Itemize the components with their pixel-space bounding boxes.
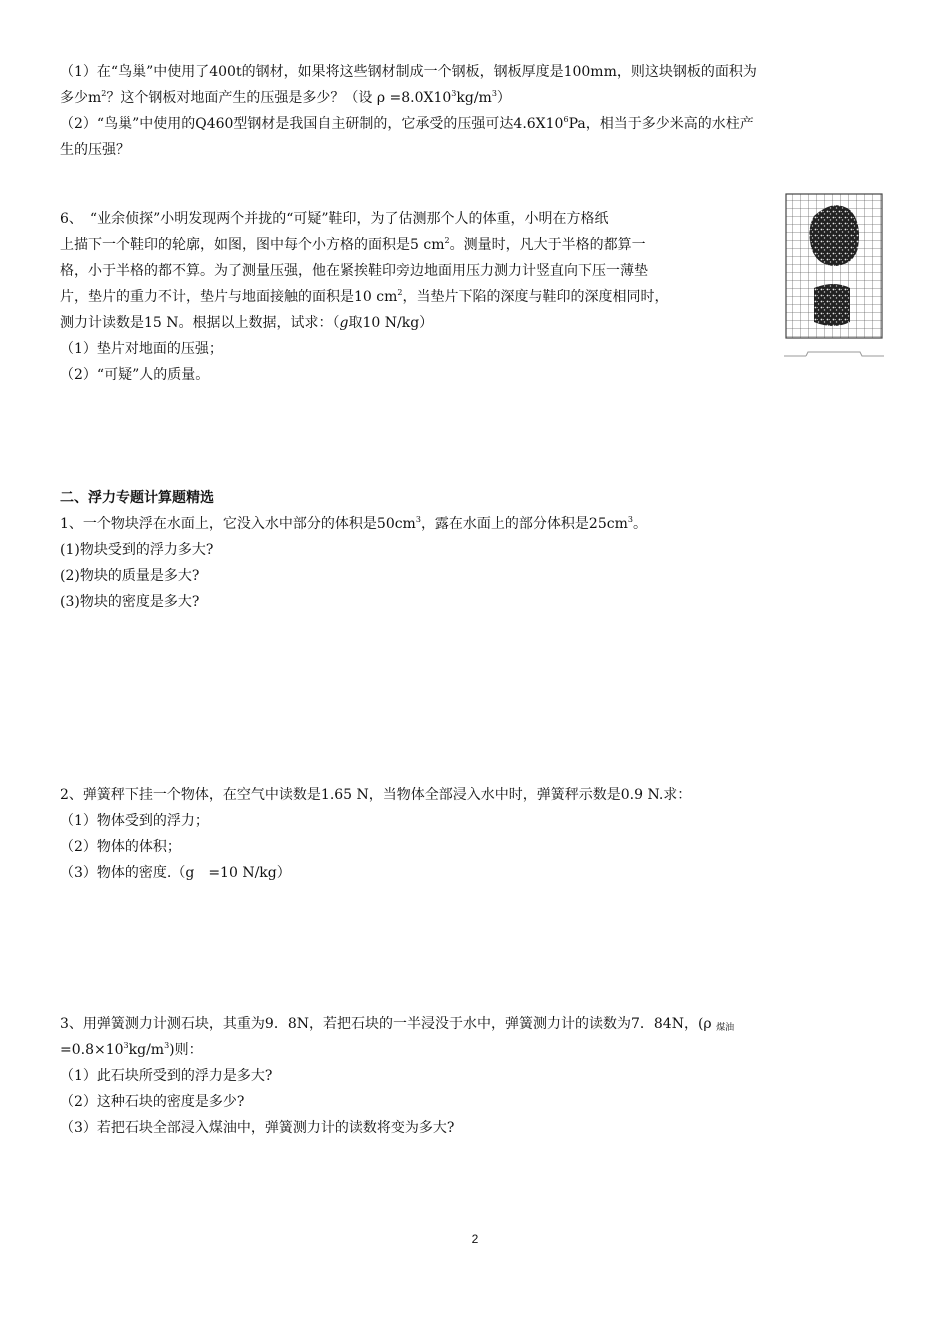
text: 6、 “业余侦探”小明发现两个并拢的“可疑”鞋印，为了估测那个人的体重，小明在方格纸 <box>60 211 609 227</box>
footprint-grid-svg <box>784 192 888 362</box>
q6-sub1 <box>60 339 223 359</box>
q6-line5 <box>60 313 433 333</box>
text: （1）物体受到的浮力； <box>60 813 209 829</box>
b1-sub3 <box>60 592 199 612</box>
q6-sub2 <box>60 365 209 385</box>
q6-line2 <box>60 235 646 255</box>
figure-line <box>806 352 884 356</box>
text: 测力计读数是15 N。根据以上数据，试求：（ <box>60 315 340 331</box>
b2-line1 <box>60 785 691 805</box>
superscript: 3 <box>123 1041 129 1050</box>
text: Pa，相当于多少米高的水柱产 <box>568 116 754 132</box>
superscript: 2 <box>444 236 450 245</box>
text: kg/m <box>456 90 492 106</box>
text: 2、弹簧秤下挂一个物体，在空气中读数是1.65 N，当物体全部浸入水中时，弹簧秤示数是0.9 N.求： <box>60 787 692 803</box>
bird-nest-q1-line2 <box>60 88 511 108</box>
superscript: 2 <box>101 89 107 98</box>
text: ？这个钢板对地面产生的压强是多少？（设 ρ =8.0X10 <box>106 90 452 106</box>
section-heading <box>60 488 214 508</box>
b3-line2 <box>60 1040 203 1060</box>
text: kg/m <box>128 1042 165 1058</box>
text: 格，小于半格的都不算。为了测量压强，他在紧挨鞋印旁边地面用压力测力计竖直向下压一薄垫 <box>60 263 648 279</box>
text: 二、浮力专题计算题精选 <box>60 490 214 506</box>
bird-nest-q2-line2 <box>60 140 130 160</box>
superscript: 6 <box>563 115 569 124</box>
text: ，当垫片下陷的深度与鞋印的深度相同时， <box>402 289 669 305</box>
shoe-print-heel <box>814 284 850 326</box>
b1-sub1 <box>60 540 213 560</box>
superscript: 3 <box>627 515 633 524</box>
text: 取10 N/kg） <box>348 315 434 331</box>
text: (3)物块的密度是多大? <box>60 594 200 610</box>
superscript: 3 <box>451 89 457 98</box>
q6-line1 <box>60 209 609 229</box>
b3-sub2 <box>60 1092 244 1112</box>
text: )则： <box>169 1042 203 1058</box>
page-number: 2 <box>471 1232 479 1246</box>
text: （2）物体的体积； <box>60 839 181 855</box>
text: 3、用弹簧测力计测石块，其重为9．8N，若把石块的一半浸没于水中，弹簧测力计的读数为7．84N，(ρ <box>60 1016 717 1032</box>
b3-line1 <box>60 1014 734 1038</box>
footprint-grid-figure <box>784 192 888 362</box>
bird-nest-q2-line1 <box>60 114 754 134</box>
b2-sub1 <box>60 811 209 831</box>
b1-sub2 <box>60 566 199 586</box>
text: 多少m <box>60 90 102 106</box>
subscript: 煤油 <box>716 1023 735 1033</box>
q6-line3 <box>60 261 648 281</box>
text: 。测量时，凡大于半格的都算一 <box>449 237 646 253</box>
text: （3）若把石块全部浸入煤油中，弹簧测力计的读数将变为多大? <box>60 1120 455 1136</box>
text: ，露在水面上的部分体积是25cm <box>420 516 628 532</box>
text: 1、一个物块浮在水面上，它没入水中部分的体积是50cm <box>60 516 416 532</box>
bird-nest-q1-line1 <box>60 62 757 82</box>
text: （1）在“鸟巢”中使用了400t的钢材，如果将这些钢材制成一个钢板，钢板厚度是100mm，则这块钢板的面积为 <box>60 64 757 80</box>
b3-sub3 <box>60 1118 454 1138</box>
superscript: 3 <box>164 1041 170 1050</box>
text: =0.8×10 <box>60 1042 124 1058</box>
text: （2）“可疑”人的质量。 <box>60 367 210 383</box>
text: 片，垫片的重力不计，垫片与地面接触的面积是10 cm <box>60 289 398 305</box>
superscript: 2 <box>397 288 403 297</box>
q6-line4 <box>60 287 668 307</box>
text: （2）这种石块的密度是多少? <box>60 1094 245 1110</box>
italic-variable: g <box>339 315 349 331</box>
text: （1）此石块所受到的浮力是多大? <box>60 1068 273 1084</box>
text: 。 <box>632 516 647 532</box>
b1-line1 <box>60 514 647 534</box>
text: (2)物块的质量是多大? <box>60 568 200 584</box>
b2-sub3 <box>60 863 291 883</box>
text: (1)物块受到的浮力多大? <box>60 542 214 558</box>
text: 生的压强？ <box>60 142 130 158</box>
b2-sub2 <box>60 837 181 857</box>
text: ） <box>496 90 511 106</box>
b3-sub1 <box>60 1066 272 1086</box>
text: 上描下一个鞋印的轮廓，如图，图中每个小方格的面积是5 cm <box>60 237 445 253</box>
text: （3）物体的密度.（g =10 N/kg） <box>60 865 291 881</box>
superscript: 3 <box>415 515 421 524</box>
text: （2）“鸟巢”中使用的Q460型钢材是我国自主研制的，它承受的压强可达4.6X10 <box>60 116 564 132</box>
shoe-print-front <box>809 205 859 266</box>
superscript: 3 <box>491 89 497 98</box>
text: （1）垫片对地面的压强； <box>60 341 223 357</box>
